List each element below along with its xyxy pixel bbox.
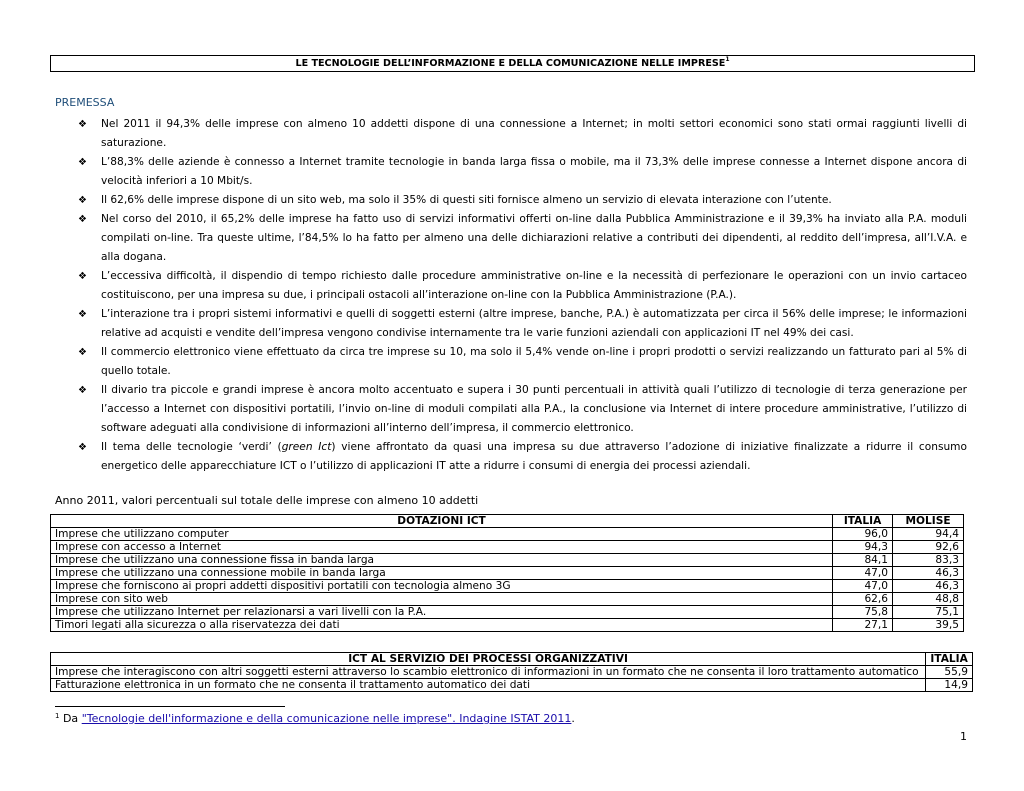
bullet-text: L’eccessiva difficoltà, il dispendio di tempo richiesto dalle procedure amministrative on-line e la necessità di perfezionare le operazioni con un invio cartaceo costituiscono, per una impresa su due, i principali ostacoli all’interazione on-line con la Pubblica Amministrazione (P.A.).	[101, 270, 967, 301]
column-header: ICT AL SERVIZIO DEI PROCESSI ORGANIZZATIVI	[51, 653, 926, 666]
bullet-text: Nel 2011 il 94,3% delle imprese con almeno 10 addetti dispone di una connessione a Internet; in molti settori economici sono stati ormai raggiunti livelli di saturazione.	[101, 118, 967, 149]
column-header: ITALIA	[833, 515, 893, 528]
table-row	[51, 528, 964, 541]
value-molise: 92,6	[893, 541, 964, 554]
row-label: Imprese con sito web	[51, 593, 833, 606]
diamond-bullet-icon: ❖	[78, 214, 87, 225]
value-italia: 96,0	[833, 528, 893, 541]
value-italia: 94,3	[833, 541, 893, 554]
value-molise: 75,1	[893, 606, 964, 619]
table-caption: Anno 2011, valori percentuali sul totale delle imprese con almeno 10 addetti	[55, 494, 479, 507]
bullet-item	[78, 438, 967, 476]
column-header: MOLISE	[893, 515, 964, 528]
bullet-text-after: ) viene affrontato da quasi una impresa su due attraverso l’adozione di iniziative finalizzate a ridurre il consumo energetico delle apparecchiature ICT o l’utilizzo di applicazioni IT atte a ridurre i consumi di energia dei processi aziendali.	[101, 441, 967, 472]
table-row	[51, 554, 964, 567]
row-label: Imprese che interagiscono con altri soggetti esterni attraverso lo scambio elettronico di informazioni in un formato che ne consenta il loro trattamento automatico	[51, 666, 926, 679]
bullet-text: Il divario tra piccole e grandi imprese è ancora molto accentuato e supera i 30 punti percentuali in attività quali l’utilizzo di tecnologie di terza generazione per l’accesso a Internet con dispositivi portatili, l’invio on-line di moduli compilati alla P.A., la conclusione via Internet di intere procedure amministrative, l’utilizzo di software adeguati alla condivisione di informazioni all’interno dell’impresa, il commercio elettronico.	[101, 384, 967, 434]
table-row	[51, 541, 964, 554]
table-dotazioni-ict	[50, 514, 964, 632]
diamond-bullet-icon: ❖	[78, 195, 87, 206]
bullet-item	[78, 343, 967, 381]
table-row	[51, 580, 964, 593]
value-italia: 47,0	[833, 567, 893, 580]
table-processi-organizzativi	[50, 652, 973, 692]
row-label: Timori legati alla sicurezza o alla riservatezza dei dati	[51, 619, 833, 632]
table-row	[51, 619, 964, 632]
value-molise: 94,4	[893, 528, 964, 541]
row-label: Imprese che forniscono ai propri addetti dispositivi portatili con tecnologia almeno 3G	[51, 580, 833, 593]
footnote-separator	[55, 706, 285, 707]
diamond-bullet-icon: ❖	[78, 119, 87, 130]
bullet-text: Il commercio elettronico viene effettuato da circa tre imprese su 10, ma solo il 5,4% vende on-line i propri prodotti o servizi realizzando un fatturato pari al 5% di quello totale.	[101, 346, 967, 377]
table-row	[51, 679, 973, 692]
bullet-item	[78, 210, 967, 267]
bullet-text: L’interazione tra i propri sistemi informativi e quelli di soggetti esterni (altre imprese, banche, P.A.) è automatizzata per circa il 56% delle imprese; le informazioni relative ad acquisti e vendite dell’impresa vengono condivise internamente tra le varie funzioni aziendali con applicazioni IT nel 49% dei casi.	[101, 308, 967, 339]
row-label: Imprese con accesso a Internet	[51, 541, 833, 554]
diamond-bullet-icon: ❖	[78, 347, 87, 358]
table-row	[51, 567, 964, 580]
column-header: ITALIA	[926, 653, 973, 666]
row-label: Imprese che utilizzano una connessione fissa in banda larga	[51, 554, 833, 567]
table-row	[51, 593, 964, 606]
row-label: Fatturazione elettronica in un formato che ne consenta il trattamento automatico dei dati	[51, 679, 926, 692]
footnote-marker: 1	[55, 712, 60, 720]
value-molise: 83,3	[893, 554, 964, 567]
row-label: Imprese che utilizzano computer	[51, 528, 833, 541]
footnote-prefix: Da	[59, 712, 82, 725]
bullet-item	[78, 381, 967, 438]
diamond-bullet-icon: ❖	[78, 309, 87, 320]
value-molise: 39,5	[893, 619, 964, 632]
footnote-suffix: .	[571, 712, 575, 725]
title-footnote-marker: 1	[725, 56, 730, 63]
table-row	[51, 666, 973, 679]
bullet-text: Nel corso del 2010, il 65,2% delle imprese ha fatto uso di servizi informativi offerti on-line dalla Pubblica Amministrazione e il 39,3% ha inviato alla P.A. moduli compilati on-line. Tra queste ultime, l’84,5% lo ha fatto per almeno una delle dichiarazioni relative a contributi dei dipendenti, al reddito dell’impresa, all’I.V.A. e alla dogana.	[101, 213, 967, 263]
value-molise: 46,3	[893, 567, 964, 580]
footnote-source-link[interactable]: "Tecnologie dell'informazione e della comunicazione nelle imprese". Indagine ISTAT 2011	[81, 712, 572, 725]
value-italia: 27,1	[833, 619, 893, 632]
value-italia: 14,9	[926, 679, 973, 692]
diamond-bullet-icon: ❖	[78, 271, 87, 282]
bullet-item	[78, 115, 967, 153]
document-title	[50, 55, 975, 72]
page-number: 1	[960, 730, 967, 743]
title-text: LE TECNOLOGIE DELL’INFORMAZIONE E DELLA COMUNICAZIONE NELLE IMPRESE	[295, 58, 726, 69]
diamond-bullet-icon: ❖	[78, 385, 87, 396]
column-header: DOTAZIONI ICT	[51, 515, 833, 528]
bullet-item	[78, 191, 967, 210]
footnote	[55, 712, 575, 726]
table-header-row	[51, 653, 973, 666]
value-italia: 84,1	[833, 554, 893, 567]
diamond-bullet-icon: ❖	[78, 442, 87, 453]
row-label: Imprese che utilizzano una connessione mobile in banda larga	[51, 567, 833, 580]
bullet-text-before: Il tema delle tecnologie ‘verdi’ (	[101, 441, 282, 453]
value-molise: 48,8	[893, 593, 964, 606]
table-header-row	[51, 515, 964, 528]
value-italia: 75,8	[833, 606, 893, 619]
row-label: Imprese che utilizzano Internet per relazionarsi a vari livelli con la P.A.	[51, 606, 833, 619]
bullet-item	[78, 153, 967, 191]
section-heading-premessa: PREMESSA	[55, 96, 115, 109]
bullet-item	[78, 267, 967, 305]
value-molise: 46,3	[893, 580, 964, 593]
value-italia: 47,0	[833, 580, 893, 593]
value-italia: 55,9	[926, 666, 973, 679]
premessa-bullet-list	[78, 115, 967, 476]
bullet-text: L’88,3% delle aziende è connesso a Internet tramite tecnologie in banda larga fissa o mobile, ma il 73,3% delle imprese connesse a Internet dispone ancora di velocità inferiori a 10 Mbit/s.	[101, 156, 967, 187]
bullet-text: Il 62,6% delle imprese dispone di un sito web, ma solo il 35% di questi siti fornisce almeno un servizio di elevata interazione con l’utente.	[101, 194, 832, 206]
diamond-bullet-icon: ❖	[78, 157, 87, 168]
value-italia: 62,6	[833, 593, 893, 606]
bullet-text-italic: green Ict	[281, 441, 332, 453]
bullet-item	[78, 305, 967, 343]
table-row	[51, 606, 964, 619]
